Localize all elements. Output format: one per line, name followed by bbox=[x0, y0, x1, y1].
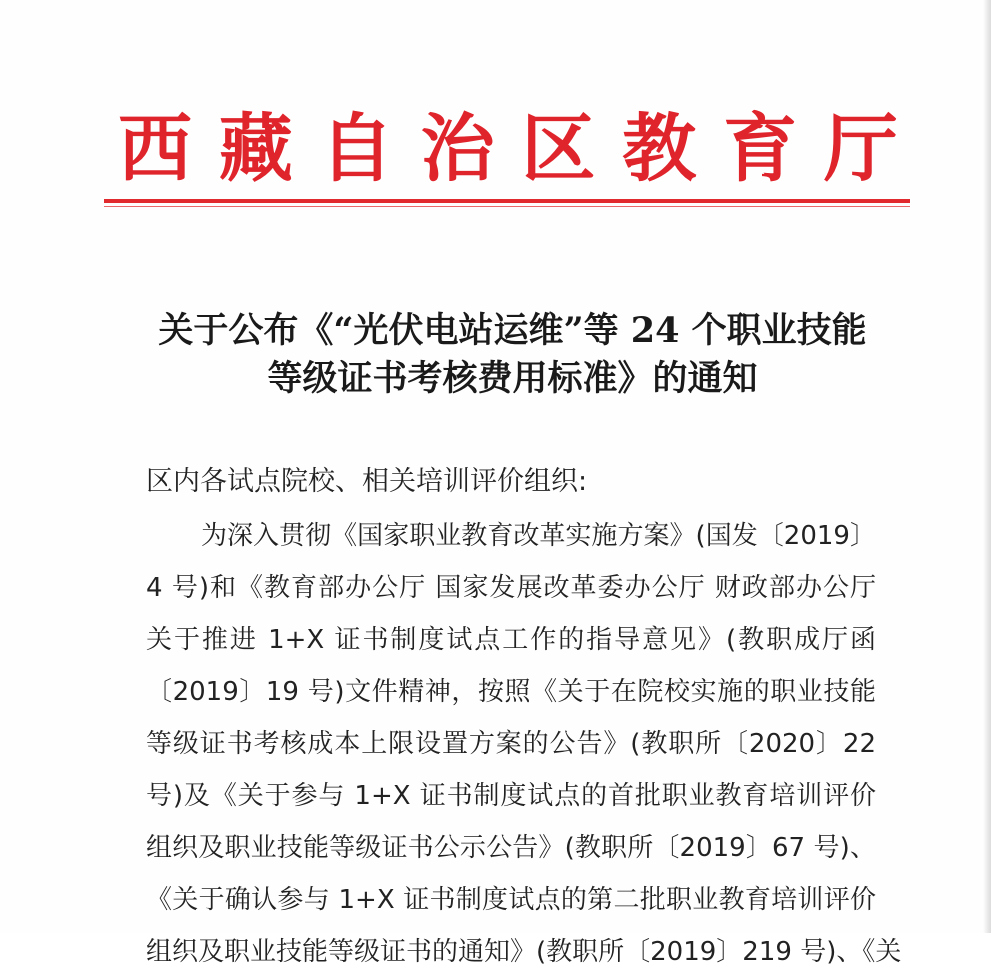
red-header-divider bbox=[104, 199, 910, 203]
body-line: 《关于确认参与 1+X 证书制度试点的第二批职业教育培训评价 bbox=[146, 885, 876, 915]
body-line: 号)及《关于参与 1+X 证书制度试点的首批职业教育培训评价 bbox=[146, 781, 876, 811]
issuer-header bbox=[118, 104, 898, 194]
salutation: 区内各试点院校、相关培训评价组织: bbox=[146, 466, 588, 497]
body-line: 〔2019〕19 号)文件精神，按照《关于在院校实施的职业技能 bbox=[146, 677, 876, 707]
body-line: 等级证书考核成本上限设置方案的公告》(教职所〔2020〕22 bbox=[146, 729, 876, 759]
body-line: 4 号)和《教育部办公厅 国家发展改革委办公厅 财政部办公厅 bbox=[146, 573, 876, 603]
header-char: 教 bbox=[622, 106, 697, 192]
body-line: 组织及职业技能等级证书的通知》(教职所〔2019〕219 号)、《关 bbox=[146, 937, 902, 967]
body-line: 关于推进 1+X 证书制度试点工作的指导意见》(教职成厅函 bbox=[146, 625, 876, 655]
body-paragraph bbox=[146, 510, 902, 978]
header-char: 治 bbox=[420, 106, 495, 192]
header-char: 育 bbox=[723, 106, 798, 192]
body-line: 组织及职业技能等级证书公示公告》(教职所〔2019〕67 号)、 bbox=[146, 833, 876, 863]
body-line: 为深入贯彻《国家职业教育改革实施方案》(国发〔2019〕 bbox=[201, 521, 876, 551]
red-header-divider-thin bbox=[104, 206, 910, 207]
header-char: 藏 bbox=[218, 106, 293, 192]
title-line-1: 关于公布《“光伏电站运维”等 24 个职业技能 bbox=[158, 310, 867, 351]
document-title bbox=[150, 307, 875, 403]
page-edge-shadow bbox=[983, 0, 991, 933]
header-char: 厅 bbox=[823, 106, 898, 192]
header-char: 西 bbox=[118, 106, 192, 192]
header-char: 区 bbox=[521, 106, 596, 192]
header-char: 自 bbox=[319, 106, 394, 192]
title-line-2: 等级证书考核费用标准》的通知 bbox=[267, 358, 758, 399]
